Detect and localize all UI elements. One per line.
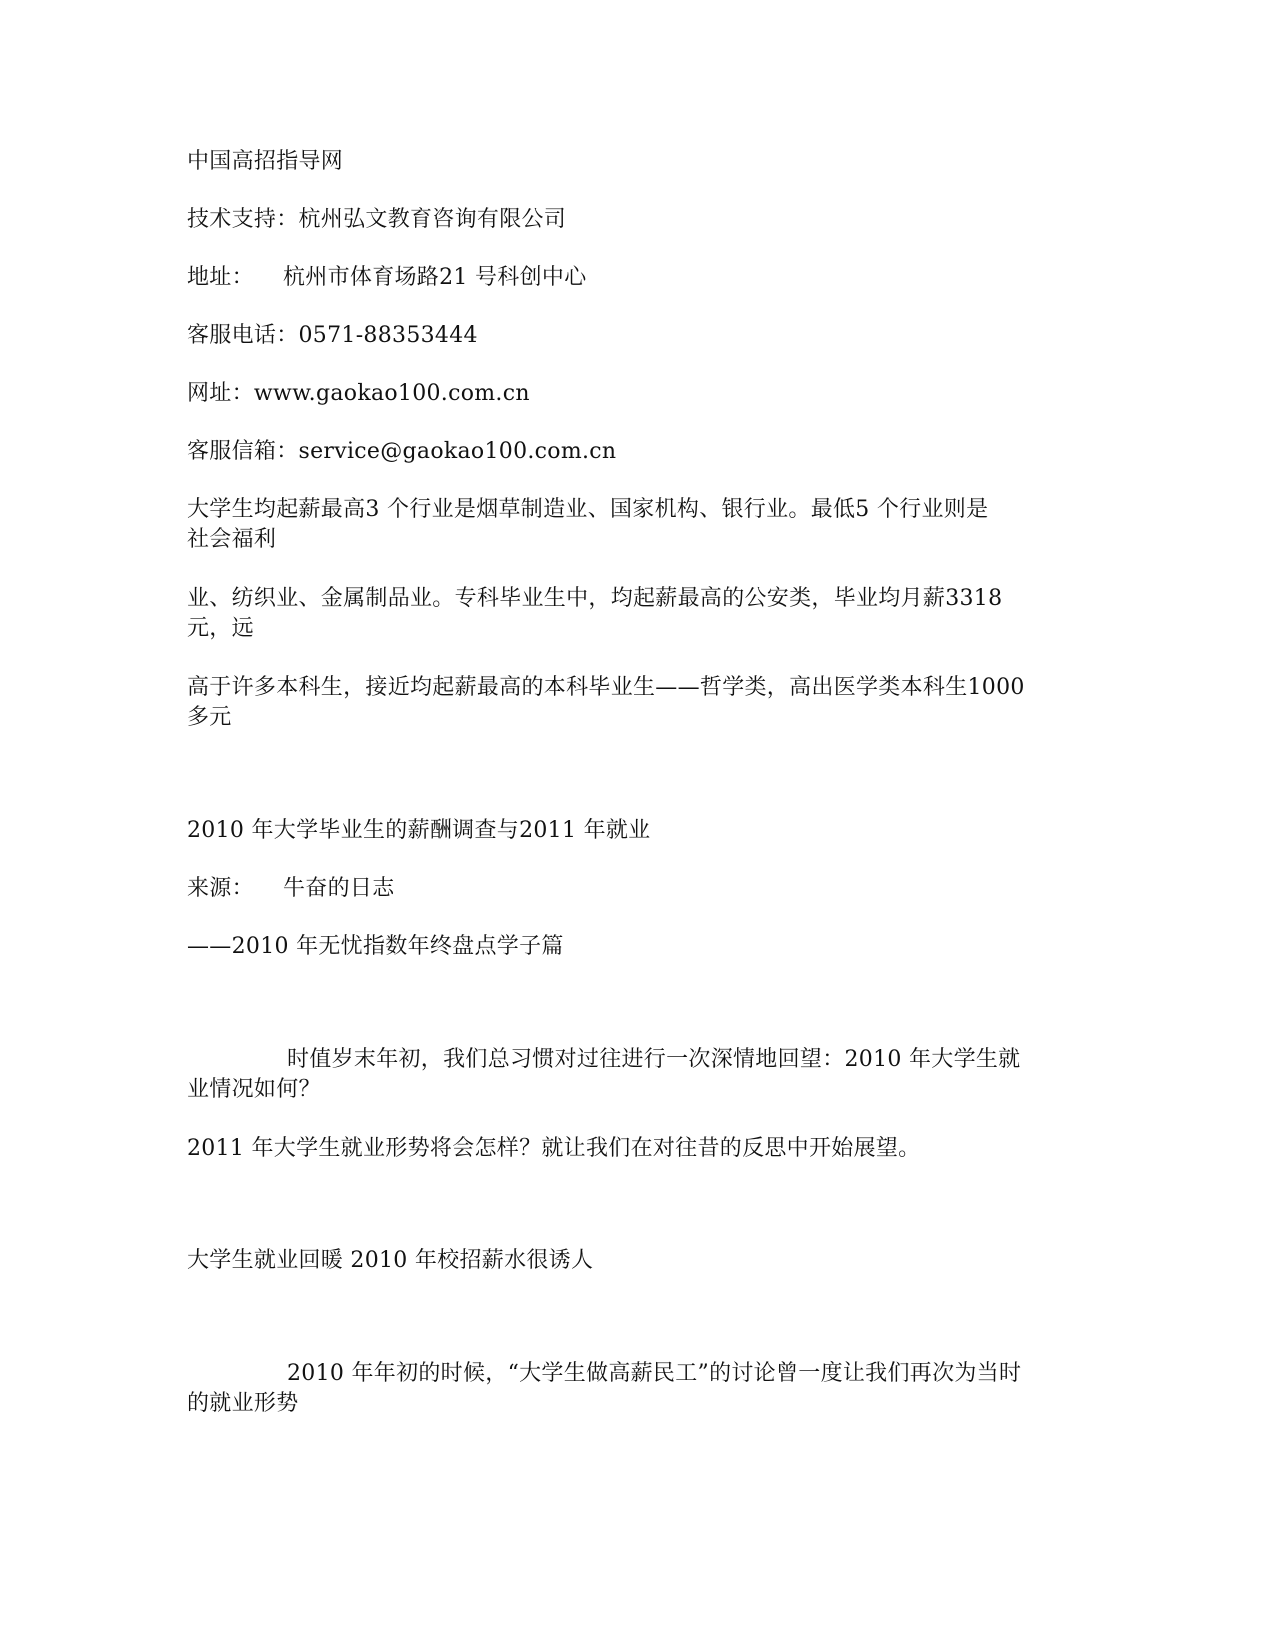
- address-value: 杭州市体育场路21 号科创中心: [283, 265, 587, 290]
- intro-line2: 业情况如何？: [187, 1077, 321, 1102]
- source-value: 牛奋的日志: [283, 876, 395, 901]
- intro-line3: 2011 年大学生就业形势将会怎样？就让我们在对往昔的反思中开始展望。: [187, 1136, 921, 1161]
- source-label: 来源：: [187, 876, 254, 901]
- email: 客服信箱：service@gaokao100.com.cn: [187, 439, 617, 464]
- article-title: 2010 年大学毕业生的薪酬调查与2011 年就业: [187, 818, 651, 843]
- address-label: 地址：: [187, 265, 254, 290]
- intro-line1: 时值岁末年初，我们总习惯对过往进行一次深情地回望：2010 年大学生就: [287, 1047, 1021, 1072]
- phone: 客服电话：0571-88353444: [187, 323, 478, 348]
- body-line2: 的就业形势: [187, 1391, 299, 1416]
- site-name: 中国高招指导网: [187, 149, 344, 174]
- summary-p2-line2: 元，远: [187, 616, 254, 641]
- article-subtitle: ——2010 年无忧指数年终盘点学子篇: [187, 934, 564, 959]
- section-heading: 大学生就业回暖 2010 年校招薪水很诱人: [187, 1248, 594, 1273]
- website: 网址：www.gaokao100.com.cn: [187, 381, 530, 406]
- summary-p1-line1: 大学生均起薪最高3 个行业是烟草制造业、国家机构、银行业。最低5 个行业则是: [187, 497, 989, 522]
- body-line1: 2010 年年初的时候，“大学生做高薪民工”的讨论曾一度让我们再次为当时: [287, 1361, 1022, 1386]
- summary-p3-line1: 高于许多本科生，接近均起薪最高的本科毕业生——哲学类，高出医学类本科生1000: [187, 675, 1025, 700]
- summary-p1-line2: 社会福利: [187, 527, 277, 552]
- summary-p3-line2: 多元: [187, 705, 232, 730]
- tech-support: 技术支持：杭州弘文教育咨询有限公司: [187, 207, 567, 232]
- summary-p2-line1: 业、纺织业、金属制品业。专科毕业生中，均起薪最高的公安类，毕业均月薪3318: [187, 586, 1003, 611]
